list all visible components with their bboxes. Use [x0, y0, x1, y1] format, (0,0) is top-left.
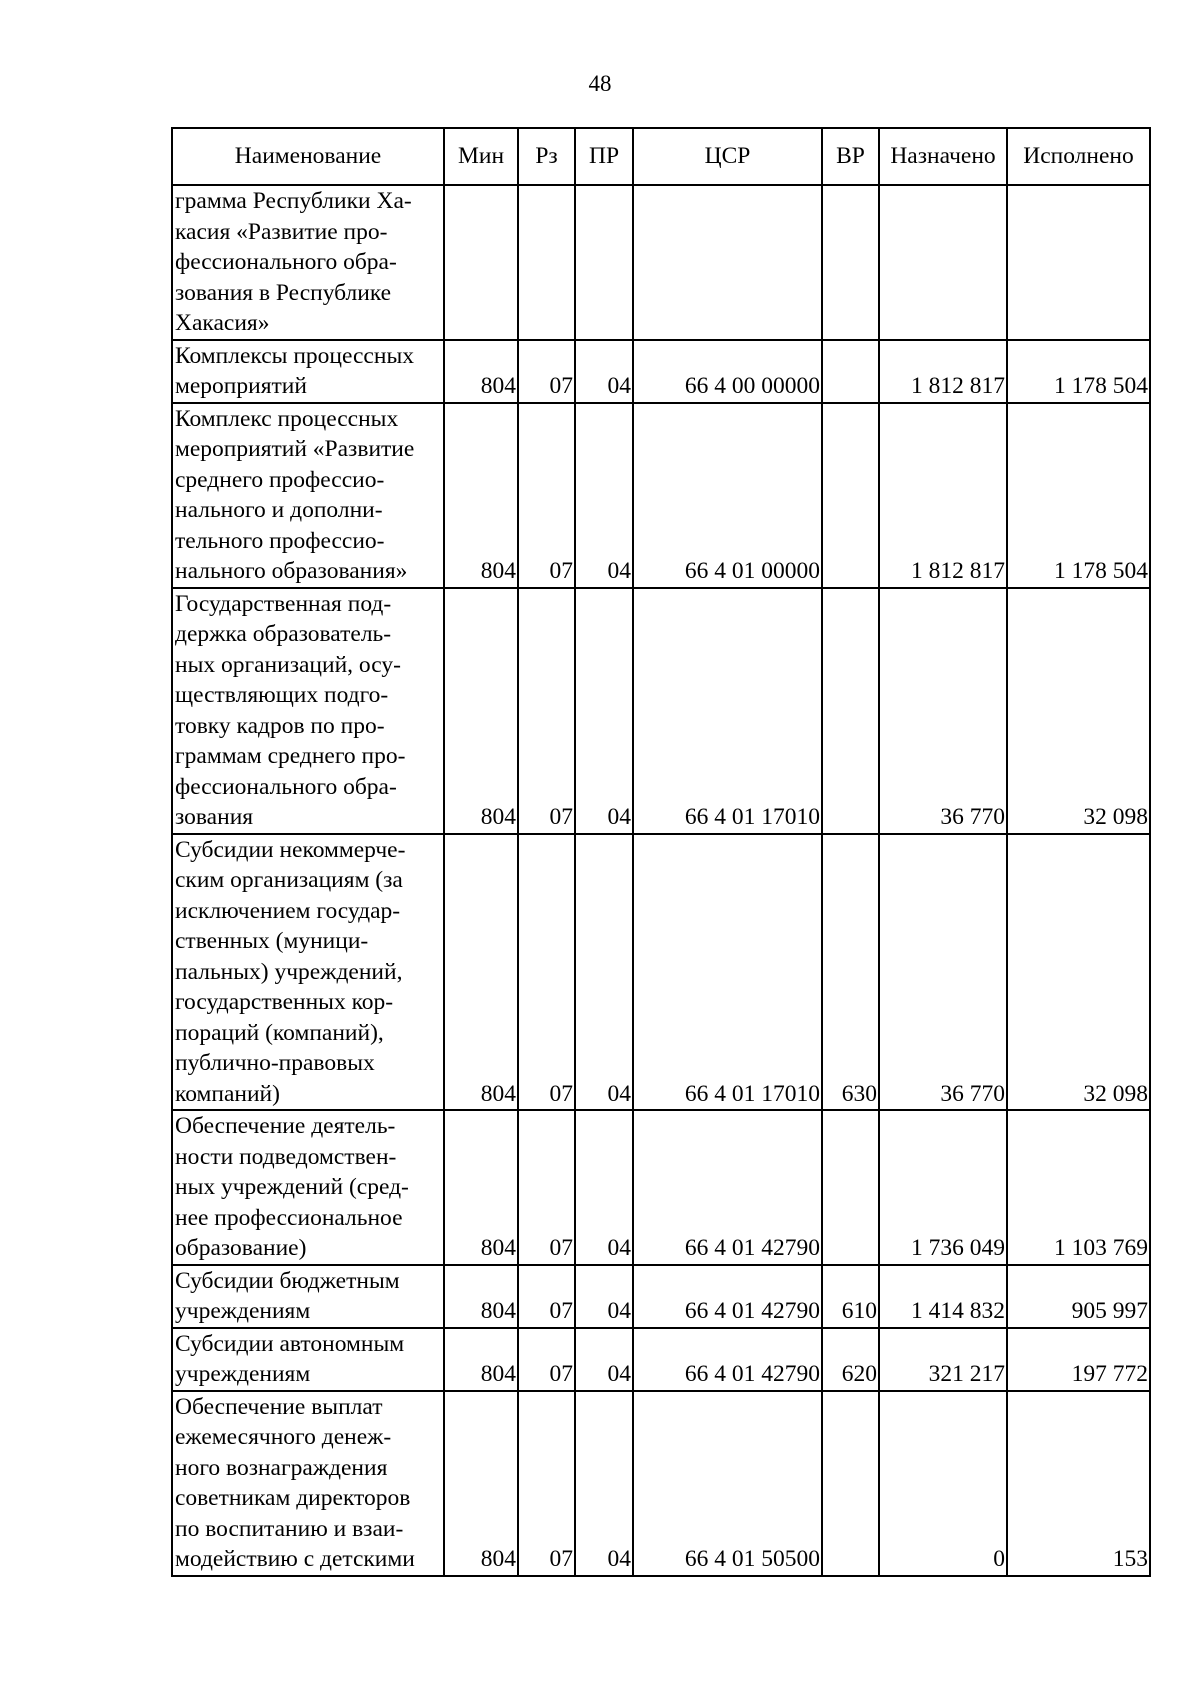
- cell-name-line: ежемесячного денеж-: [175, 1424, 392, 1450]
- cell-pr: 04: [575, 340, 633, 403]
- cell-name-line: среднего профессио-: [175, 466, 385, 493]
- cell-name-line: фессионального обра-: [175, 773, 397, 800]
- cell-rz: 07: [518, 1265, 575, 1328]
- cell-name-line: касия «Развитие про-: [175, 218, 388, 245]
- cell-name-line: Комплексы процессных: [175, 342, 414, 369]
- cell-executed: 1 178 504: [1007, 340, 1150, 403]
- cell-name-line: нального и дополни-: [175, 497, 383, 523]
- cell-name: [172, 403, 444, 588]
- cell-executed: 1 103 769: [1007, 1110, 1150, 1265]
- cell-name-line: мероприятий «Развитие: [175, 436, 415, 462]
- header-min: Мин: [444, 128, 518, 185]
- cell-name-line: грамма Республики Ха-: [175, 188, 412, 214]
- cell-min: [444, 185, 518, 340]
- cell-rz: 07: [518, 834, 575, 1111]
- cell-min: 804: [444, 1328, 518, 1391]
- cell-vr: 620: [822, 1328, 879, 1391]
- cell-name-line: тельного профессио-: [175, 527, 385, 554]
- cell-rz: 07: [518, 1110, 575, 1265]
- cell-executed: 32 098: [1007, 834, 1150, 1111]
- cell-rz: 07: [518, 403, 575, 588]
- cell-executed: 1 178 504: [1007, 403, 1150, 588]
- cell-assigned: 321 217: [879, 1328, 1007, 1391]
- cell-csr: 66 4 01 17010: [633, 588, 822, 834]
- cell-rz: [518, 185, 575, 340]
- cell-name-line: Субсидии автономным: [175, 1330, 405, 1357]
- cell-name-line: Субсидии некоммерче-: [175, 836, 406, 863]
- cell-name-line: пораций (компаний),: [175, 1019, 384, 1046]
- cell-name: [172, 1328, 444, 1391]
- cell-name-line: зования в Республике: [175, 279, 392, 306]
- header-pr: ПР: [575, 128, 633, 185]
- header-name: Наименование: [172, 128, 444, 185]
- cell-vr: [822, 1110, 879, 1265]
- cell-rz: 07: [518, 340, 575, 403]
- cell-pr: 04: [575, 588, 633, 834]
- cell-name-line: модействию с детскими: [175, 1546, 415, 1572]
- cell-pr: 04: [575, 403, 633, 588]
- header-rz: Рз: [518, 128, 575, 185]
- cell-name-line: держка образователь-: [175, 621, 392, 647]
- cell-assigned: 0: [879, 1391, 1007, 1576]
- cell-name: [172, 834, 444, 1111]
- cell-pr: 04: [575, 1328, 633, 1391]
- cell-name-line: учреждениям: [175, 1298, 311, 1324]
- cell-name-line: Обеспечение деятель-: [175, 1113, 396, 1139]
- table-row: [172, 1110, 1150, 1265]
- cell-name-line: компаний): [175, 1080, 280, 1107]
- cell-min: 804: [444, 1391, 518, 1576]
- cell-vr: [822, 403, 879, 588]
- cell-assigned: 1 812 817: [879, 340, 1007, 403]
- table-row: [172, 1328, 1150, 1391]
- page-number: 48: [588, 71, 612, 96]
- cell-name-line: ственных (муници-: [175, 928, 369, 954]
- header-vr: ВР: [822, 128, 879, 185]
- cell-name-line: ществляющих подго-: [175, 682, 389, 708]
- cell-name-line: ного вознаграждения: [175, 1454, 388, 1481]
- cell-csr: 66 4 01 50500: [633, 1391, 822, 1576]
- cell-csr: 66 4 01 17010: [633, 834, 822, 1111]
- table-header-row: [172, 128, 1150, 185]
- cell-name-line: государственных кор-: [175, 989, 394, 1015]
- cell-name-line: граммам среднего про-: [175, 743, 406, 769]
- cell-name-line: Комплекс процессных: [175, 405, 399, 432]
- cell-pr: 04: [575, 1110, 633, 1265]
- cell-name-line: Государственная под-: [175, 590, 392, 617]
- cell-csr: [633, 185, 822, 340]
- cell-assigned: 1 812 817: [879, 403, 1007, 588]
- cell-name-line: Субсидии бюджетным: [175, 1267, 400, 1294]
- cell-name-line: нее профессиональное: [175, 1204, 403, 1231]
- table-row: [172, 1391, 1150, 1576]
- cell-assigned: 1 736 049: [879, 1110, 1007, 1265]
- cell-name: [172, 1110, 444, 1265]
- cell-name-line: зования: [175, 804, 254, 830]
- cell-csr: 66 4 01 42790: [633, 1265, 822, 1328]
- cell-name-line: пальных) учреждений,: [175, 958, 403, 985]
- table-row: [172, 185, 1150, 340]
- cell-vr: 610: [822, 1265, 879, 1328]
- cell-name-line: учреждениям: [175, 1361, 311, 1387]
- cell-min: 804: [444, 1110, 518, 1265]
- cell-name-line: советникам директоров: [175, 1485, 411, 1511]
- cell-min: 804: [444, 588, 518, 834]
- cell-executed: [1007, 185, 1150, 340]
- table-row: [172, 340, 1150, 403]
- cell-name-line: мероприятий: [175, 373, 307, 399]
- table-row: [172, 834, 1150, 1111]
- cell-rz: 07: [518, 1328, 575, 1391]
- header-assigned: Назначено: [879, 128, 1007, 185]
- cell-min: 804: [444, 1265, 518, 1328]
- cell-name-line: по воспитанию и взаи-: [175, 1515, 404, 1542]
- cell-executed: 32 098: [1007, 588, 1150, 834]
- cell-name-line: фессионального обра-: [175, 249, 397, 275]
- cell-pr: 04: [575, 1265, 633, 1328]
- cell-csr: 66 4 01 42790: [633, 1110, 822, 1265]
- cell-name-line: товку кадров по про-: [175, 712, 385, 739]
- budget-table: [171, 127, 1151, 1577]
- cell-vr: [822, 588, 879, 834]
- cell-min: 804: [444, 834, 518, 1111]
- cell-name-line: образование): [175, 1235, 307, 1261]
- cell-vr: [822, 185, 879, 340]
- cell-name-line: Хакасия»: [175, 310, 270, 336]
- cell-pr: 04: [575, 1391, 633, 1576]
- cell-vr: [822, 1391, 879, 1576]
- cell-vr: 630: [822, 834, 879, 1111]
- cell-name: [172, 1391, 444, 1576]
- cell-name-line: нального образования»: [175, 558, 408, 584]
- table-row: [172, 1265, 1150, 1328]
- cell-name-line: ности подведомствен-: [175, 1143, 397, 1170]
- cell-min: 804: [444, 340, 518, 403]
- cell-name-line: ных организаций, осу-: [175, 651, 401, 678]
- cell-name-line: ных учреждений (сред-: [175, 1174, 409, 1200]
- cell-name: [172, 185, 444, 340]
- cell-executed: 153: [1007, 1391, 1150, 1576]
- cell-min: 804: [444, 403, 518, 588]
- cell-assigned: [879, 185, 1007, 340]
- cell-executed: 197 772: [1007, 1328, 1150, 1391]
- cell-name-line: ским организациям (за: [175, 867, 403, 893]
- cell-name: [172, 588, 444, 834]
- cell-executed: 905 997: [1007, 1265, 1150, 1328]
- cell-name-line: Обеспечение выплат: [175, 1393, 383, 1420]
- cell-csr: 66 4 00 00000: [633, 340, 822, 403]
- cell-assigned: 36 770: [879, 834, 1007, 1111]
- cell-rz: 07: [518, 588, 575, 834]
- cell-name-line: исключением государ-: [175, 897, 401, 924]
- cell-assigned: 36 770: [879, 588, 1007, 834]
- header-executed: Исполнено: [1007, 128, 1150, 185]
- cell-csr: 66 4 01 42790: [633, 1328, 822, 1391]
- cell-name-line: публично-правовых: [175, 1050, 375, 1076]
- cell-assigned: 1 414 832: [879, 1265, 1007, 1328]
- cell-vr: [822, 340, 879, 403]
- cell-csr: 66 4 01 00000: [633, 403, 822, 588]
- cell-pr: 04: [575, 834, 633, 1111]
- table-row: [172, 403, 1150, 588]
- table-body: [172, 185, 1150, 1576]
- cell-name: [172, 340, 444, 403]
- cell-name: [172, 1265, 444, 1328]
- cell-rz: 07: [518, 1391, 575, 1576]
- table-row: [172, 588, 1150, 834]
- cell-pr: [575, 185, 633, 340]
- header-csr: ЦСР: [633, 128, 822, 185]
